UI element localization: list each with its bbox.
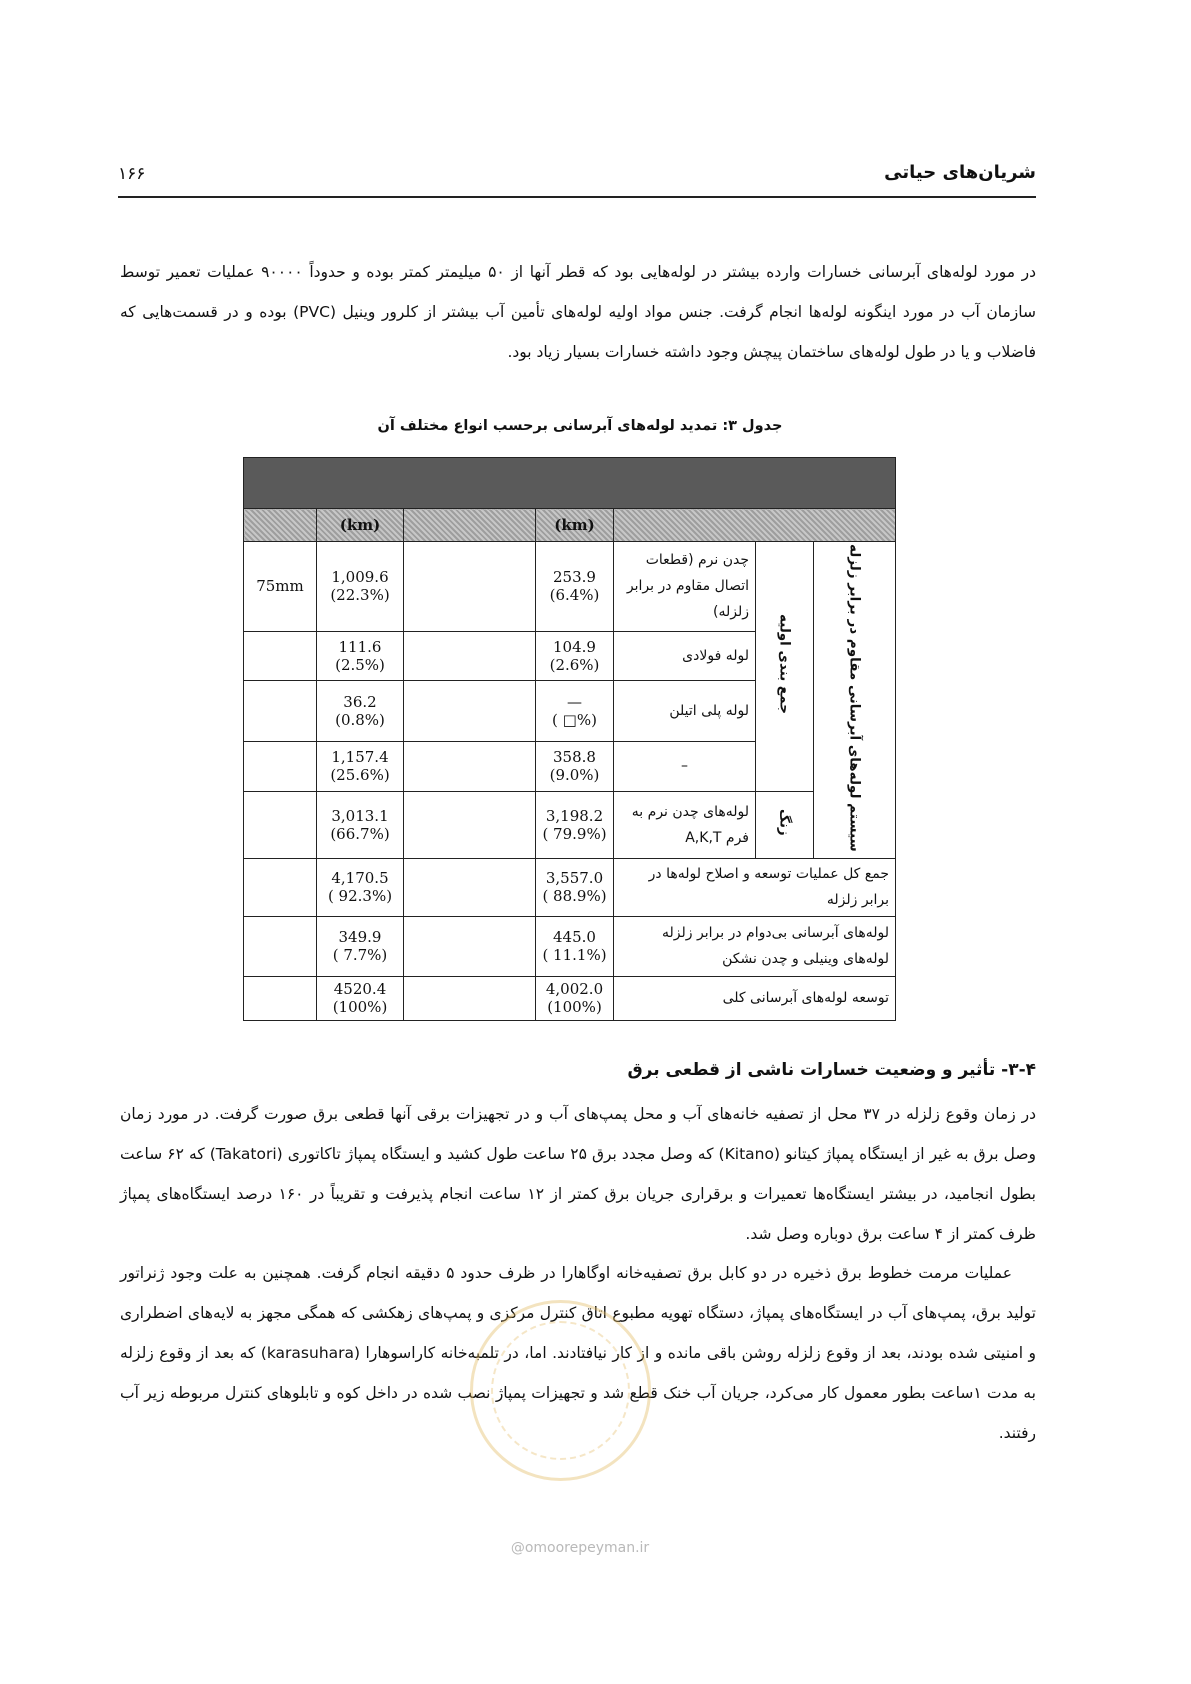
repair-paragraph: عملیات مرمت خطوط برق ذخیره در دو کابل برق تصفیه‌خانه اوگاهارا در ظرف حدود ۵ دقیقه انجام گرفت. همچنین به علت وجود ژنراتور تولید برق، پمپ‌های آب در ایستگاه‌های پمپاژ، دستگاه تهویه مطبوع اتاق کنترل مرکزی و پمپ‌های زهکشی که همگی مجهز به لایه‌های اضطراری و امنیتی شده بودند، بعد از وقوع زلزله روشن باقی مانده و از کار نیافتادند. اما، در تلمبه‌خانه کاراسوهارا (karasuhara) که بعد از وقوع زلزله به مدت ۱ساعت بطور معمول کار می‌کرد، جریان آب خنک قطع شد و تجهیزات پمپاژ نصب شده در داخل کوه و تابلوهای کنترل مربوطه زیر آب رفتند. [120, 1264, 1036, 1442]
row-label: لوله پلی اتیلن [614, 681, 756, 742]
empty-cell [244, 791, 317, 858]
row-label: توسعه لوله‌های آبرسانی کلی [614, 976, 896, 1020]
empty-cell [244, 631, 317, 681]
table-row [244, 858, 896, 916]
header-blank [614, 509, 896, 542]
intro-paragraph: در مورد لوله‌های آبرسانی خسارات وارده بیشتر در لوله‌هایی بود که قطر آنها از ۵۰ میلیمتر کمتر بوده و حدوداً ۹۰۰۰۰ عملیات تعمیر توسط سازمان آب در مورد اینگونه لوله‌ها انجام گرفت. جنس مواد اولیه لوله‌های تأمین آب بیشتر از کلرور وینیل (PVC) بوده و در قسمت‌هایی که فاضلاب و یا در طول لوله‌های ساختمان پیچش وجود داشته خسارات بسیار زیاد بود. [120, 263, 1036, 361]
value-cell: 4520.4 (100%) [317, 976, 404, 1020]
empty-cell [404, 791, 536, 858]
row-label: چدن نرم (قطعات اتصال مقاوم در برابر زلزله) [614, 542, 756, 632]
value-cell: 4,002.0 (100%) [536, 976, 614, 1020]
group-sub2-label: زنگ [756, 791, 814, 858]
table-row [244, 976, 896, 1020]
pipe-table [243, 457, 896, 1021]
group-sub-label: جمع بندی اولیه [756, 542, 814, 792]
unit-cell-1: (km) [536, 509, 614, 542]
empty-cell [404, 681, 536, 742]
table-row [244, 916, 896, 976]
page-number: ۱۶۶ [118, 164, 146, 184]
empty-cell [404, 858, 536, 916]
empty-cell [244, 976, 317, 1020]
value-cell: 1,009.6 (22.3%) [317, 542, 404, 632]
empty-cell [404, 631, 536, 681]
value-cell: — ( □%) [536, 681, 614, 742]
empty-cell [404, 741, 536, 791]
section-heading: ۳-۴- تأثیر و وضعیت خسارات ناشی از قطعی برق [627, 1060, 1036, 1080]
header-blank [404, 509, 536, 542]
row-label: لوله‌های آبرسانی بی‌دوام در برابر زلزله لوله‌های وینیلی و چدن نشکن [614, 916, 896, 976]
value-cell: 3,198.2 ( 79.9%) [536, 791, 614, 858]
page-header [118, 152, 1036, 198]
table-header-row [244, 458, 896, 509]
row-label: جمع کل عملیات توسعه و اصلاح لوله‌ها در برابر زلزله [614, 858, 896, 916]
power-outage-paragraph: در زمان وقوع زلزله در ۳۷ محل از تصفیه خانه‌های آب و محل پمپ‌های آب و در تجهیزات برقی آنها قطعی برق صورت گرفت. در مورد زمان وصل برق به غیر از ایستگاه پمپاژ کیتانو (Kitano) که وصل مجدد برق ۲۵ ساعت طول کشید و ایستگاه پمپاژ تاکاتوری (Takatori) که ۶۲ ساعت بطول انجامید، در بیشتر ایستگاه‌ها تعمیرات و برقراری جریان برق کمتر از ۱۲ ساعت انجام پذیرفت و تقریباً در ۱۶۰ درصد ایستگاه‌های پمپاژ ظرف کمتر از ۴ ساعت برق دوباره وصل شد. [120, 1105, 1037, 1243]
table-caption: جدول ۳: تمدید لوله‌های آبرسانی برحسب انواع مختلف آن [377, 418, 783, 434]
value-cell: 1,157.4 (25.6%) [317, 741, 404, 791]
table-unit-row [244, 509, 896, 542]
value-cell: 349.9 ( 7.7%) [317, 916, 404, 976]
value-cell: 4,170.5 ( 92.3%) [317, 858, 404, 916]
header-blank [244, 509, 317, 542]
table-row [244, 791, 896, 858]
watermark-text: @omoorepeyman.ir [510, 1540, 650, 1556]
row-label: لوله‌های چدن نرم به فرم A,K,T [614, 791, 756, 858]
note-cell: 75mm [244, 542, 317, 632]
empty-cell [244, 858, 317, 916]
empty-cell [404, 976, 536, 1020]
table-header-cell [244, 458, 896, 509]
empty-cell [404, 542, 536, 632]
running-title: شریان‌های حیاتی [884, 162, 1036, 183]
empty-cell [244, 681, 317, 742]
row-label: لوله فولادی [614, 631, 756, 681]
value-cell: 104.9 (2.6%) [536, 631, 614, 681]
table-row [244, 542, 896, 632]
value-cell: 3,557.0 ( 88.9%) [536, 858, 614, 916]
value-cell: 36.2 (0.8%) [317, 681, 404, 742]
value-cell: 445.0 ( 11.1%) [536, 916, 614, 976]
empty-cell [244, 741, 317, 791]
group-main-label: سیستم لوله‌های آبرسانی مقاوم در برابر زلزله [814, 542, 896, 859]
value-cell: 358.8 (9.0%) [536, 741, 614, 791]
value-cell: 111.6 (2.5%) [317, 631, 404, 681]
row-label: – [614, 741, 756, 791]
empty-cell [404, 916, 536, 976]
unit-cell-2: (km) [317, 509, 404, 542]
empty-cell [244, 916, 317, 976]
value-cell: 3,013.1 (66.7%) [317, 791, 404, 858]
value-cell: 253.9 (6.4%) [536, 542, 614, 632]
stamp-watermark [470, 1300, 651, 1481]
